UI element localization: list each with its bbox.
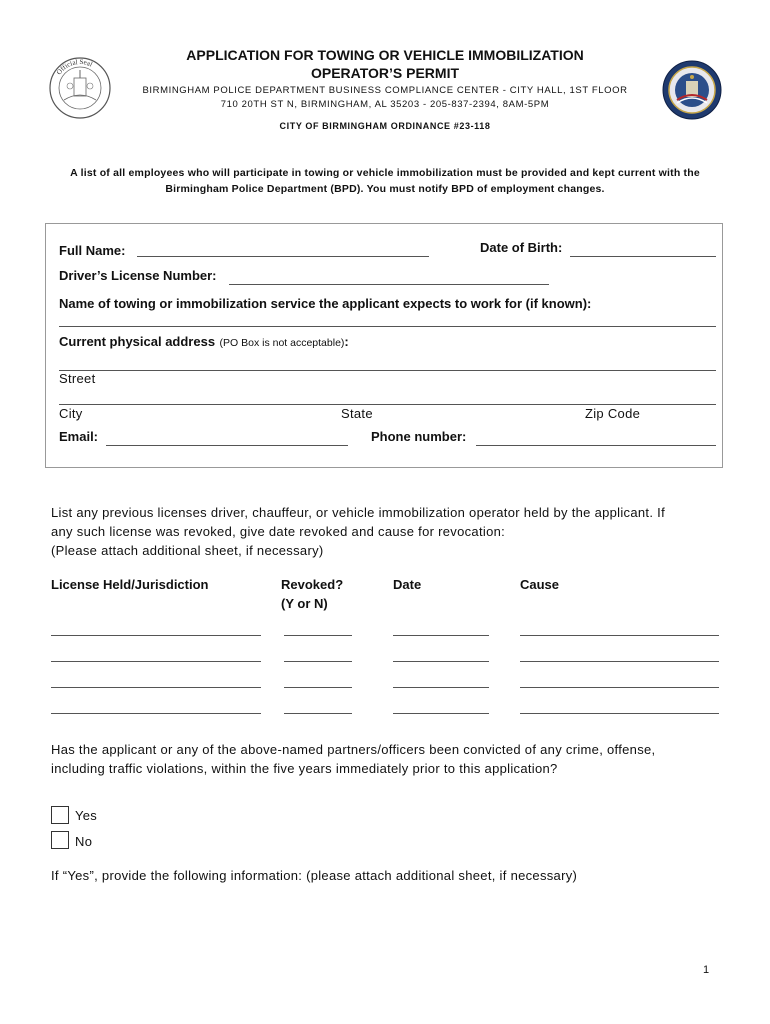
physical-address-label-text: Current physical address — [59, 334, 216, 349]
license-row-3-jurisdiction[interactable] — [51, 687, 261, 688]
yes-label: Yes — [75, 808, 98, 823]
license-row-2-cause[interactable] — [520, 661, 719, 662]
yes-checkbox[interactable] — [51, 806, 69, 824]
ordinance-number: CITY OF BIRMINGHAM ORDINANCE #23-118 — [279, 121, 491, 131]
physical-address-label — [59, 333, 349, 351]
address-line2: 710 20TH ST N, BIRMINGHAM, AL 35203 - 205-837-2394, 8AM-5PM — [220, 99, 550, 110]
drivers-license-field[interactable] — [229, 284, 549, 285]
license-row-3-cause[interactable] — [520, 687, 719, 688]
license-row-4-revoked[interactable] — [284, 713, 352, 714]
column-cause: Cause — [520, 577, 560, 592]
column-license-held: License Held/Jurisdiction — [51, 577, 209, 592]
city-label: City — [59, 406, 83, 421]
email-label: Email: — [59, 429, 99, 444]
street-field[interactable] — [59, 370, 716, 371]
license-row-2-revoked[interactable] — [284, 661, 352, 662]
phone-number-field[interactable] — [476, 445, 716, 446]
state-label: State — [341, 406, 373, 421]
svg-text:Official Seal: Official Seal — [54, 57, 94, 77]
licenses-intro-line3: (Please attach additional sheet, if necessary) — [51, 543, 324, 558]
employee-notice-line2: Birmingham Police Department (BPD). You must notify BPD of employment changes. — [165, 183, 605, 195]
license-row-2-jurisdiction[interactable] — [51, 661, 261, 662]
column-date: Date — [393, 577, 422, 592]
phone-number-label: Phone number: — [371, 429, 467, 444]
license-row-1-cause[interactable] — [520, 635, 719, 636]
license-row-4-date[interactable] — [393, 713, 489, 714]
zip-code-label: Zip Code — [585, 406, 641, 421]
license-row-4-jurisdiction[interactable] — [51, 713, 261, 714]
date-of-birth-field[interactable] — [570, 256, 716, 257]
form-title-line2: OPERATOR’S PERMIT — [310, 65, 460, 81]
license-row-3-date[interactable] — [393, 687, 489, 688]
license-row-4-cause[interactable] — [520, 713, 719, 714]
employee-notice-line1: A list of all employees who will participate in towing or vehicle immobilization must be provided and kept current with the — [70, 167, 700, 179]
email-field[interactable] — [106, 445, 348, 446]
service-name-label: Name of towing or immobilization service the applicant expects to work for (if known): — [59, 296, 592, 311]
street-label: Street — [59, 371, 96, 386]
service-name-field[interactable] — [59, 326, 716, 327]
licenses-intro-line2: any such license was revoked, give date revoked and cause for revocation: — [51, 524, 506, 539]
license-row-2-date[interactable] — [393, 661, 489, 662]
conviction-question-line2: including traffic violations, within the five years immediately prior to this application? — [51, 761, 558, 776]
column-revoked-yn: (Y or N) — [281, 596, 328, 611]
no-label: No — [75, 834, 93, 849]
column-revoked: Revoked? — [281, 577, 344, 592]
conviction-followup: If “Yes”, provide the following information: (please attach additional sheet, if necessary) — [51, 868, 578, 883]
physical-address-colon: : — [344, 334, 349, 349]
license-row-1-revoked[interactable] — [284, 635, 352, 636]
po-box-note: (PO Box is not acceptable) — [219, 337, 345, 349]
full-name-label: Full Name: — [59, 243, 126, 258]
no-checkbox[interactable] — [51, 831, 69, 849]
form-title-line1: APPLICATION FOR TOWING OR VEHICLE IMMOBILIZATION — [186, 47, 584, 63]
full-name-field[interactable] — [137, 256, 429, 257]
license-row-1-date[interactable] — [393, 635, 489, 636]
license-row-3-revoked[interactable] — [284, 687, 352, 688]
date-of-birth-label: Date of Birth: — [480, 240, 563, 255]
drivers-license-label: Driver’s License Number: — [59, 268, 217, 283]
city-state-zip-field[interactable] — [59, 404, 716, 405]
page-number: 1 — [703, 964, 710, 976]
conviction-question-line1: Has the applicant or any of the above-named partners/officers been convicted of any crime, offense, — [51, 742, 656, 757]
license-row-1-jurisdiction[interactable] — [51, 635, 261, 636]
address-line1: BIRMINGHAM POLICE DEPARTMENT BUSINESS COMPLIANCE CENTER - CITY HALL, 1ST FLOOR — [142, 85, 628, 96]
licenses-intro-line1: List any previous licenses driver, chauffeur, or vehicle immobilization operator held by the applicant. If — [51, 505, 665, 520]
